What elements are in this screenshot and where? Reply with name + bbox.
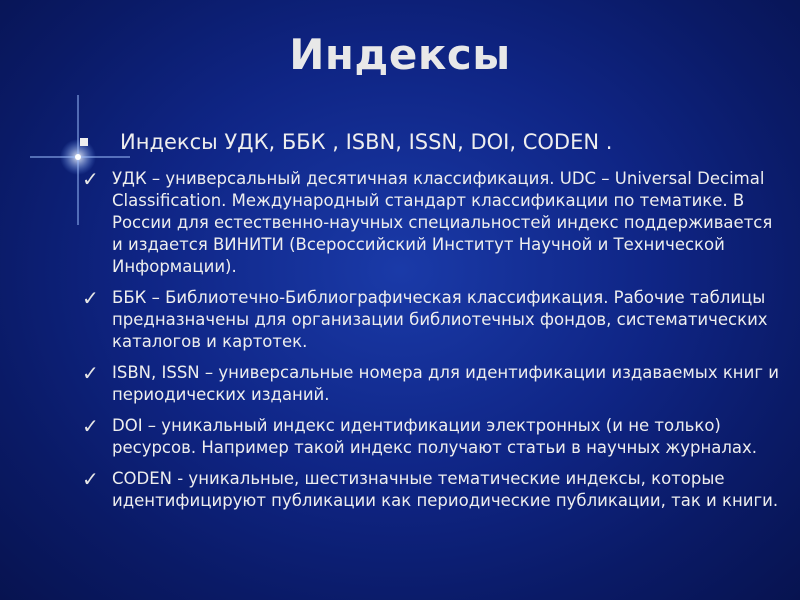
- list-item-text: CODEN - уникальные, шестизначные тематические индексы, которые идентифицируют публикации как периодические публикации, так и книги.: [112, 469, 779, 510]
- main-bullet-text: Индексы УДК, ББК , ISBN, ISSN, DOI, CODEN .: [120, 130, 613, 154]
- main-bullet: [80, 130, 612, 154]
- list-item: [82, 415, 782, 459]
- square-bullet-icon: [80, 138, 88, 146]
- list-item: [82, 168, 782, 278]
- list-item-text: УДК – универсальный десятичная классификация. UDC – Universal Decimal Classification. Международный стандарт классификации по тематике. В России для естественно-научных специальностей индекс поддерживается и издается ВИНИТИ (Всероссийский Институт Научной и Технической Информации).: [112, 169, 773, 276]
- check-icon: ✓: [82, 414, 99, 438]
- check-icon: ✓: [82, 286, 99, 310]
- list-item-text: ББК – Библиотечно-Библиографическая классификация. Рабочие таблицы предназначены для организации библиотечных фондов, систематических каталогов и картотек.: [112, 288, 768, 351]
- check-icon: ✓: [82, 167, 99, 191]
- slide-title: Индексы: [289, 30, 511, 79]
- item-list: [82, 168, 782, 521]
- list-item-text: ISBN, ISSN – универсальные номера для идентификации издаваемых книг и периодических изданий.: [112, 363, 779, 404]
- list-item-text: DOI – уникальный индекс идентификации электронных (и не только) ресурсов. Например такой индекс получают статьи в научных журналах.: [112, 416, 758, 457]
- list-item: [82, 362, 782, 406]
- check-icon: ✓: [82, 467, 99, 491]
- list-item: [82, 287, 782, 353]
- list-item: [82, 468, 782, 512]
- check-icon: ✓: [82, 361, 99, 385]
